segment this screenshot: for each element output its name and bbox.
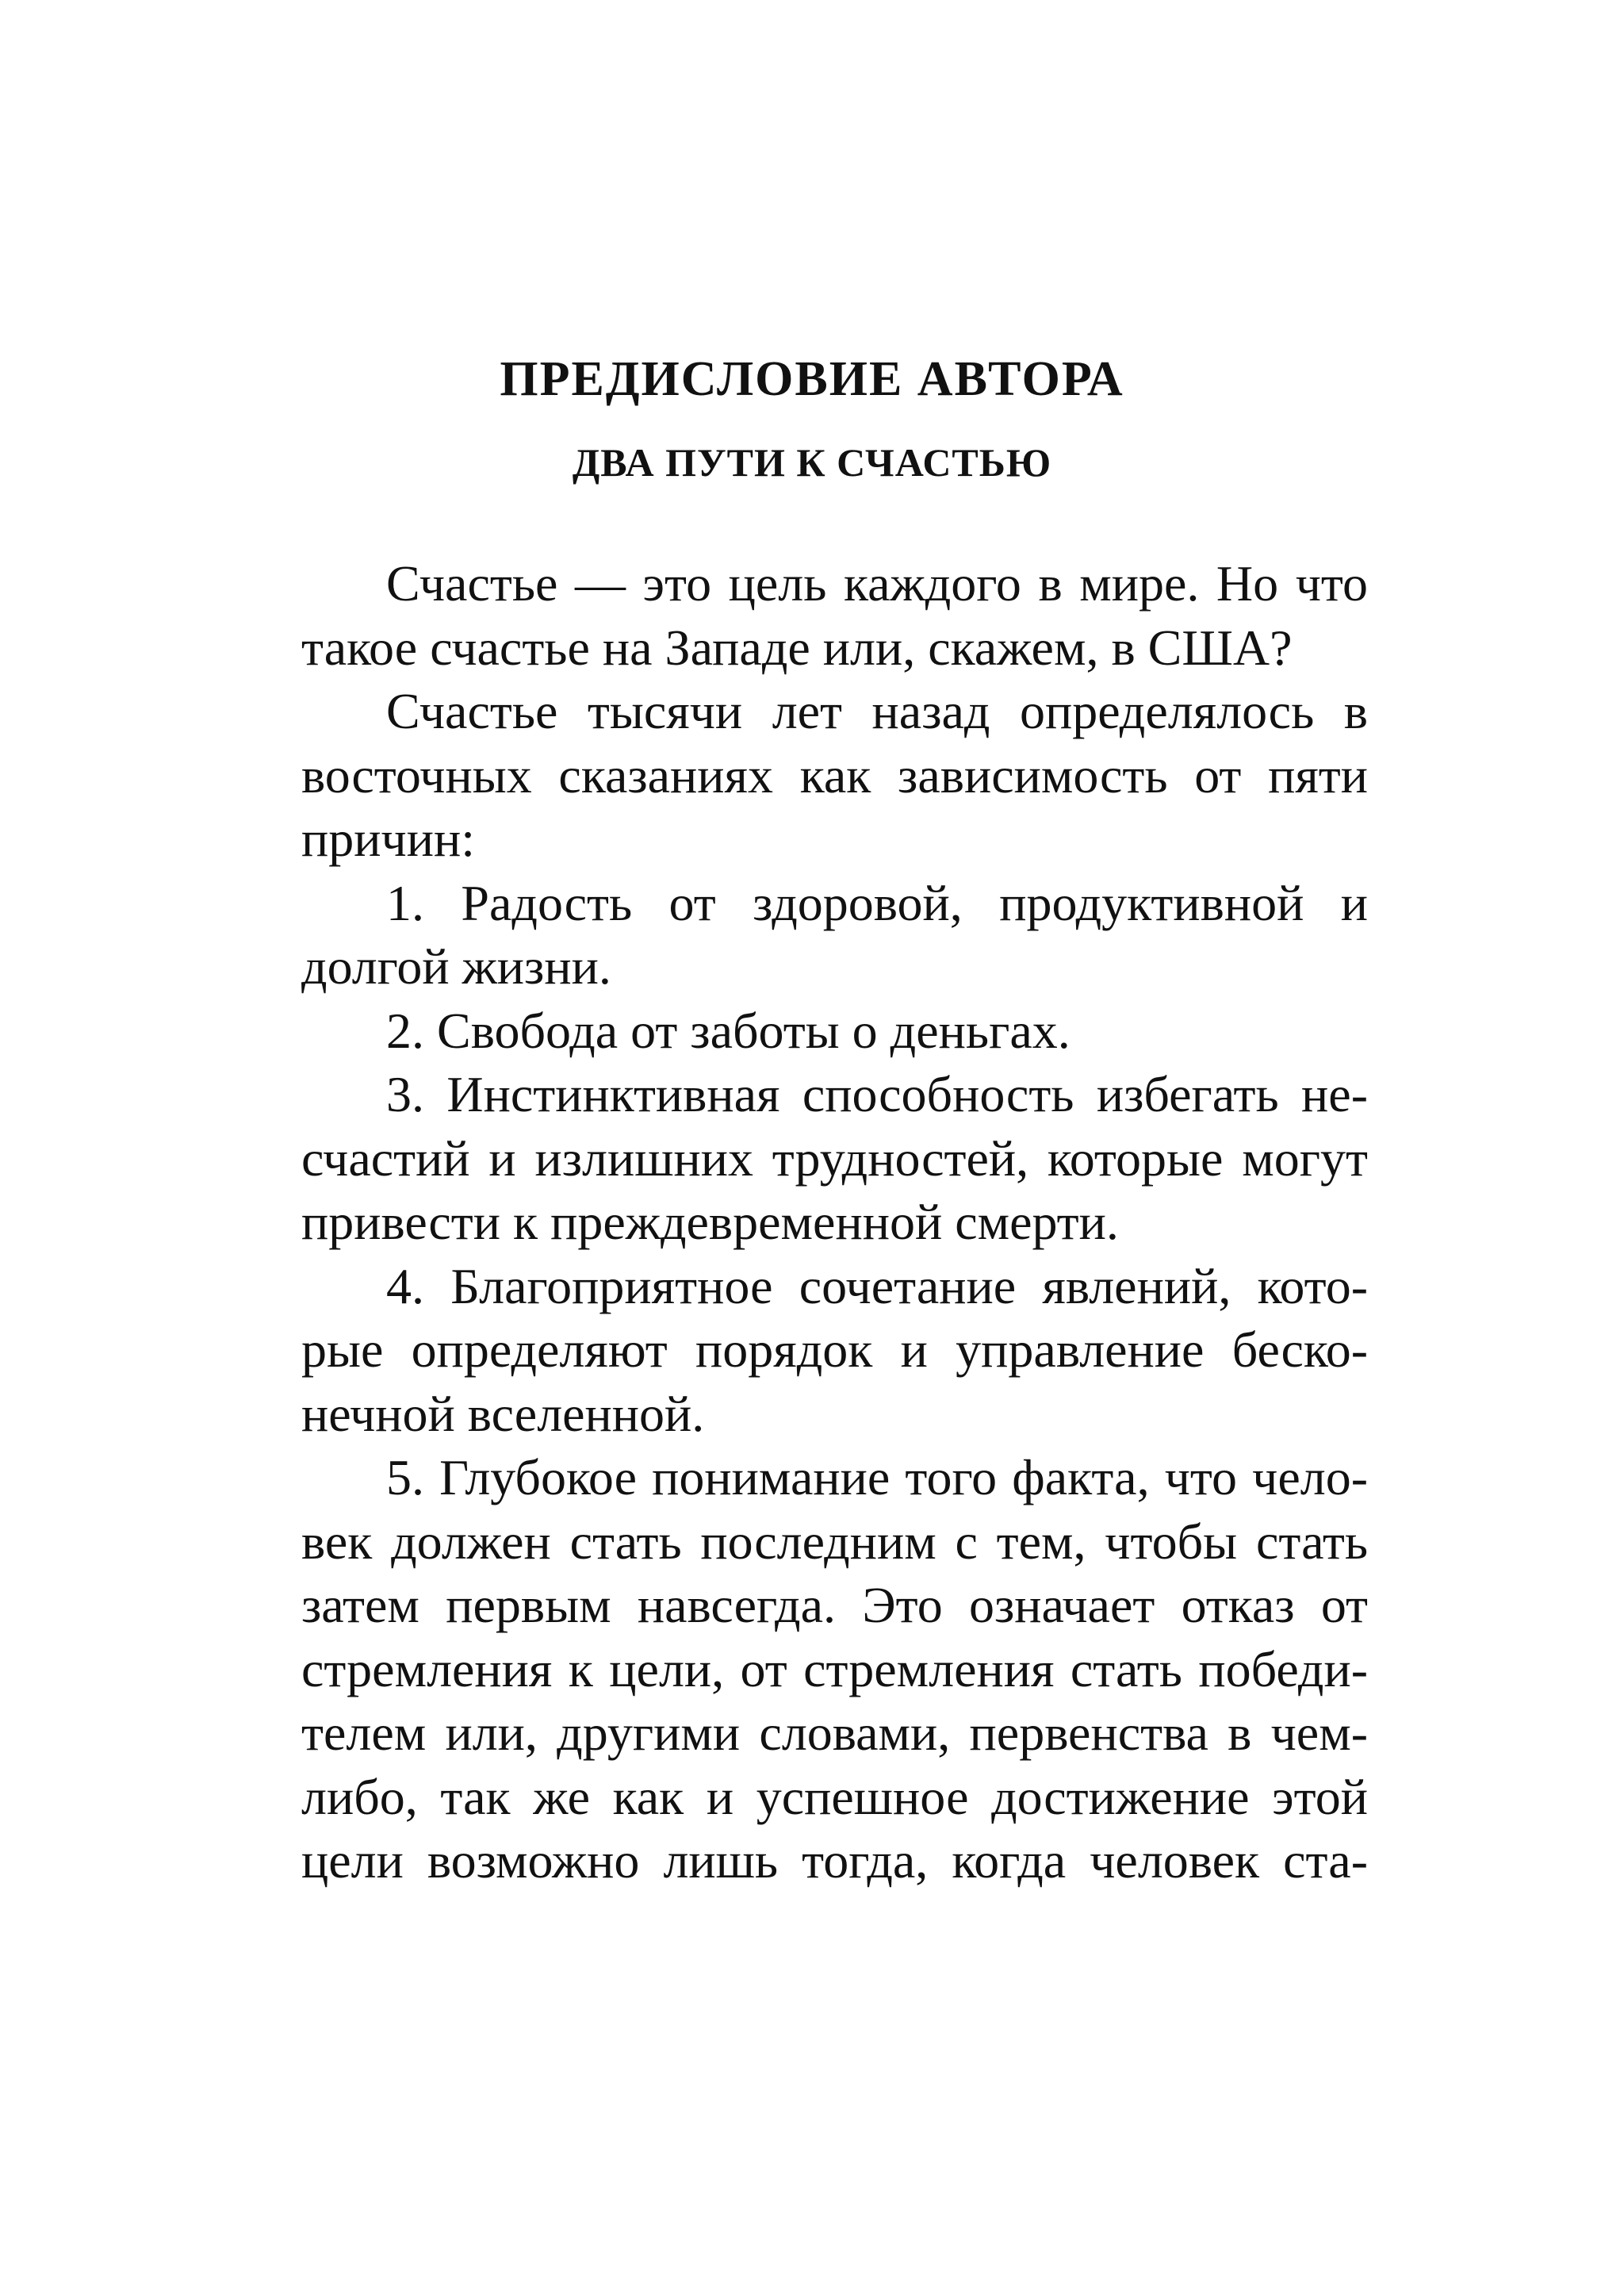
text-line: счастий и излишних трудностей, которые могут [301, 1129, 1368, 1187]
text-line: такое счастье на Западе или, скажем, в США? [301, 619, 1293, 676]
text-line: нечной вселенной. [301, 1385, 705, 1442]
text-line: затем первым навсегда. Это означает отказ от [301, 1577, 1368, 1633]
text-line: 1. Радость от здоровой, продуктивной и [386, 874, 1368, 931]
text-line: 5. Глубокое понимание того факта, что чело- [386, 1449, 1368, 1505]
text-line: Счастье тысячи лет назад определялось в [386, 683, 1368, 739]
text-line: 2. Свобода от заботы о деньгах. [386, 1002, 1071, 1059]
text-line: Счастье — это цель каждого в мире. Но что [386, 555, 1368, 612]
text-line: привести к преждевременной смерти. [301, 1194, 1119, 1250]
text-line: 4. Благоприятное сочетание явлений, кото- [386, 1257, 1368, 1314]
page-title: ПРЕДИСЛОВИЕ АВТОРА [500, 352, 1124, 406]
text-line: восточных сказаниях как зависимость от пяти [301, 746, 1368, 803]
text-line: причин: [301, 811, 475, 867]
text-line: стремления к цели, от стремления стать победи- [301, 1640, 1368, 1697]
text-line: рые определяют порядок и управление беско- [301, 1321, 1368, 1378]
text-line: 3. Инстинктивная способность избегать не- [386, 1066, 1368, 1122]
text-line: либо, так же как и успешное достижение этой [301, 1768, 1368, 1825]
page-subtitle: ДВА ПУТИ К СЧАСТЬЮ [572, 440, 1052, 485]
text-line: цели возможно лишь тогда, когда человек ста- [301, 1832, 1368, 1889]
body-text [301, 552, 1368, 1893]
text-line: век должен стать последним с тем, чтобы стать [301, 1513, 1368, 1570]
text-line: долгой жизни. [301, 938, 611, 995]
text-line: телем или, другими словами, первенства в чем- [301, 1705, 1368, 1761]
